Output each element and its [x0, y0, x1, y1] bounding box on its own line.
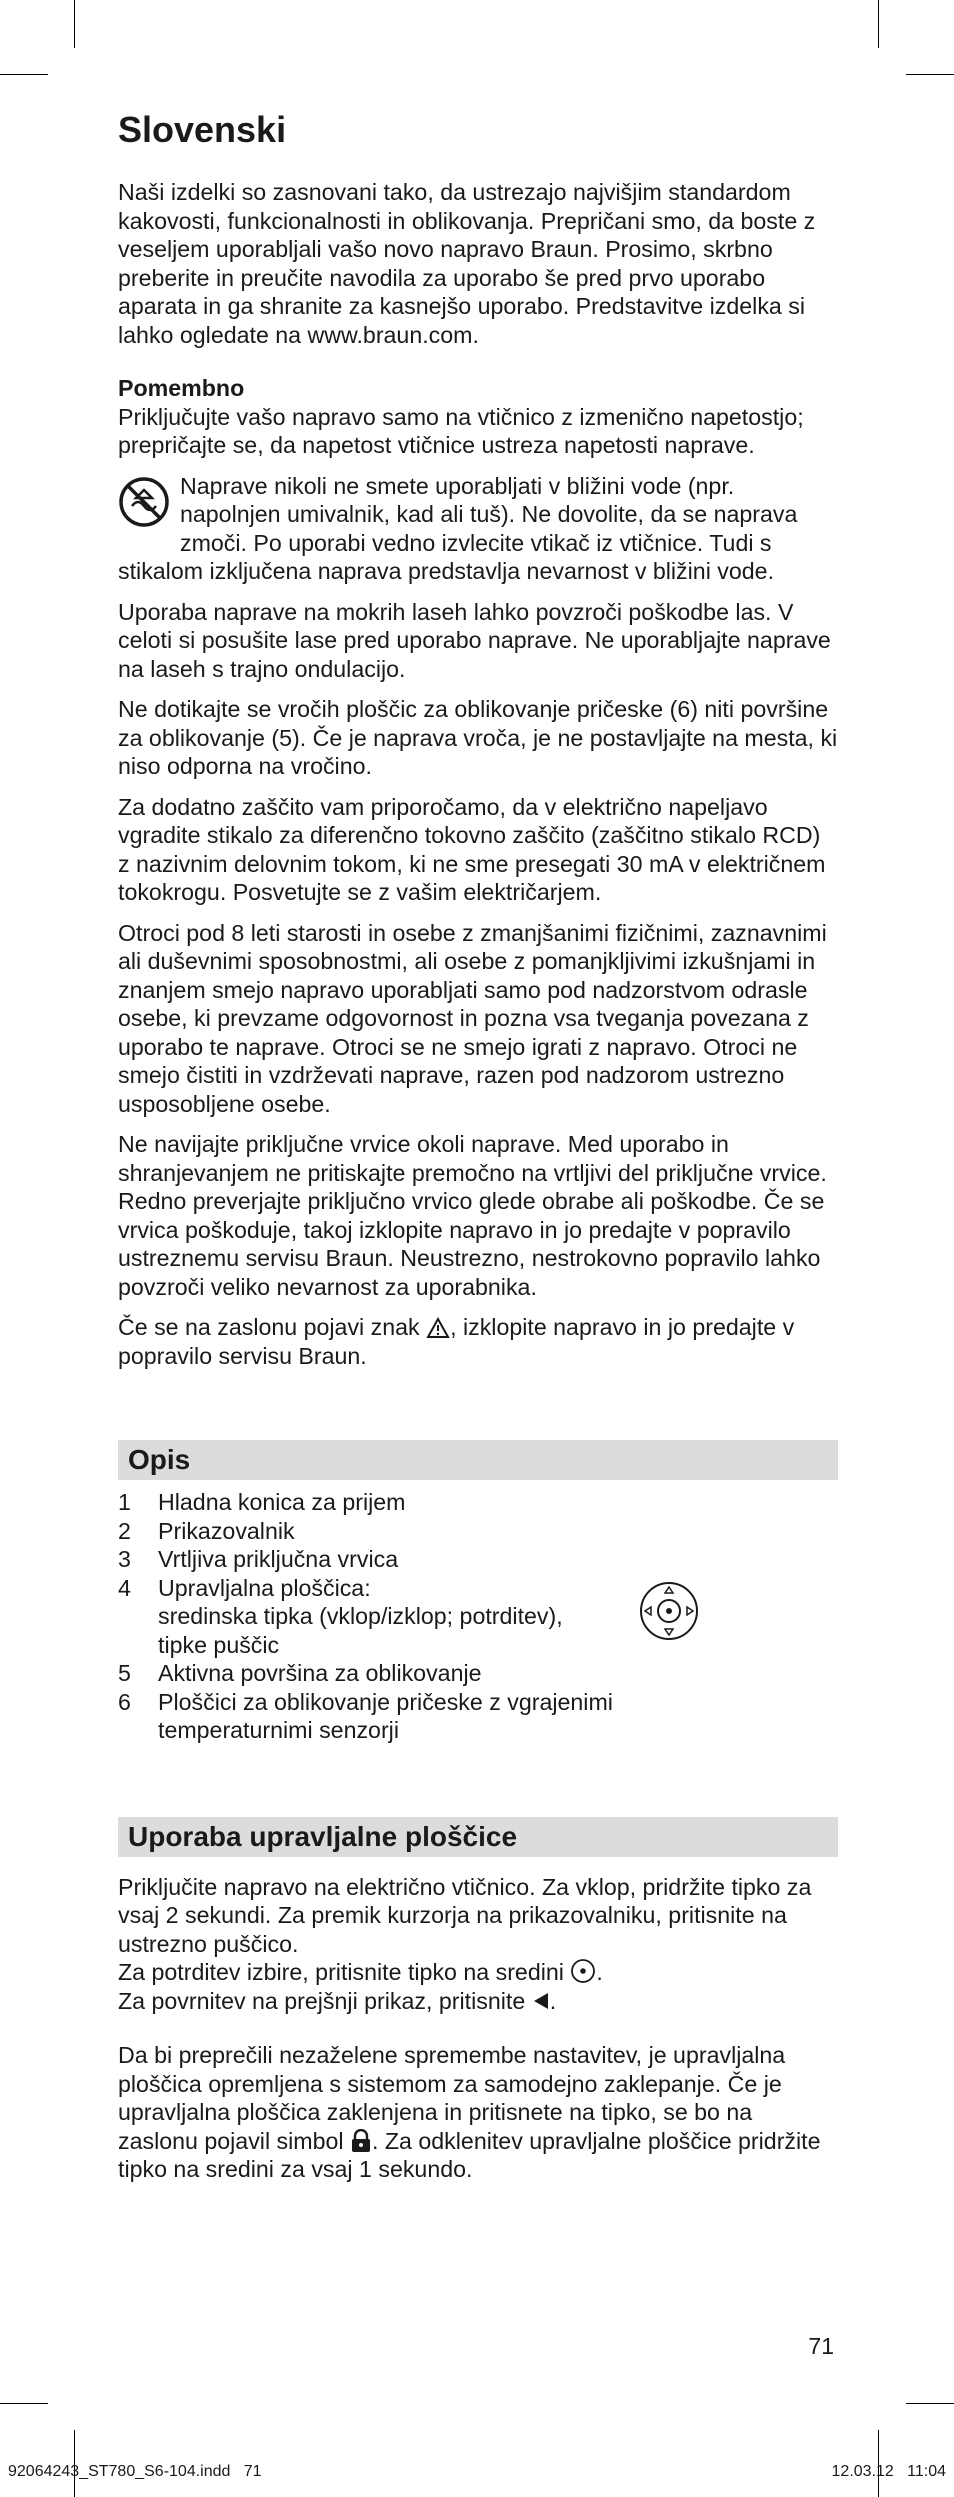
page-content [118, 108, 838, 2196]
no-water-warning-icon [118, 476, 170, 528]
water-warning-paragraph [118, 472, 838, 586]
list-item: 3 Vrtljiva priključna vrvica [118, 1546, 399, 1572]
cord-text-2: Redno preverjajte priključno vrvico glede obrabe ali poškodbe. Če se vrvica poškoduje, takoj izklopite napravo in jo predajte v popravilo ustreznemu servisu Braun. Neustrezno, nestrokovno popravilo lahko povzroči veliko nevarnost za uporabnika. [118, 1188, 825, 1300]
usage-paragraph-1: Priključite napravo na električno vtičnico. Za vklop, pridržite tipko za vsaj 2 sekundi. Za premik kurzorja na prikazovalniku, pritisnite na ustrezno puščico. Za potrditev izbire, pritisnite tipko na sredini . Za povrnitev na prejšnji prikaz, pritisnite . [118, 1873, 812, 2014]
usage-paragraph-2: Da bi preprečili nezaželene spremembe nastavitev, je upravljalna ploščica opremljena s sistemom za samodejno zaklepanje. Če je upravljalna ploščica zaklenjena in pritisnete na tipko, se bo na zaslonu pojavil simbol . Za odklenitev upravljalne ploščice pridržite tipko na sredini za vsaj 1 sekundo. [118, 2042, 821, 2182]
water-warning-text: Naprave nikoli ne smete uporabljati v bližini vode (npr. napolnjen umivalnik, kad ali tuš). Ne dovolite, da se naprava zmoči. Po uporabi vedno izvlecite vtikač iz vtičnice. Tudi s stikalom izključena naprava predstavlja nevarnost v bližini vode. [118, 472, 798, 584]
hot-plates-paragraph: Ne dotikajte se vročih ploščic za oblikovanje pričeske (6) niti površine za oblikovanje (5). Če je naprava vroča, je ne postavljajte na mesta, ki niso odporna na vročino. [118, 696, 838, 779]
lock-icon [350, 2129, 372, 2153]
crop-mark [878, 0, 879, 48]
cord-text-1: Ne navijajte priključne vrvice okoli naprave. Med uporabo in shranjevanjem ne pritiskajte premočno na vrtljivi del priključne vrvice. [118, 1131, 827, 1186]
section-heading-opis: Opis [118, 1440, 838, 1480]
back-arrow-icon [532, 1992, 550, 2010]
list-item: 2 Prikazovalnik [118, 1517, 295, 1544]
crop-mark [0, 2403, 48, 2404]
crop-mark [74, 0, 75, 48]
list-item: 6 Ploščici za oblikovanje pričeske z vgrajenimi temperaturnimi senzorji [118, 1688, 613, 1743]
footer-file-info: 92064243_ST780_S6-104.indd 71 [8, 2463, 262, 2480]
symbol-warning-text-after: , izklopite napravo in jo predajte v popravilo servisu Braun. [118, 1314, 795, 1369]
page-number: 71 [808, 2333, 834, 2359]
crop-mark [0, 74, 48, 75]
important-text: Priključujte vašo napravo samo na vtičnico z izmenično napetostjo; prepričajte se, da napetost vtičnice ustreza napetosti naprave. [118, 403, 804, 458]
rcd-paragraph: Za dodatno zaščito vam priporočamo, da v električno napeljavo vgradite stikalo za diferenčno tokovno zaščito (zaščitno stikalo RCD) z nazivnim delovnim tokom, ki ne sme presegati 30 mA v električnem tokokrogu. Posvetujte se z vašim električarjem. [118, 793, 826, 905]
crop-mark [906, 74, 954, 75]
intro-paragraph: Naši izdelki so zasnovani tako, da ustrezajo najvišjim standardom kakovosti, funkcionalnosti in oblikovanja. Prepričani smo, da boste z veseljem uporabljali vašo novo napravo Braun. Prosimo, skrbno preberite in preučite navodila za uporabo še pred prvo uporabo aparata in ga shranite za kasnejšo uporabo. Predstavitve izdelka si lahko ogledate na www.braun.com. [118, 179, 816, 348]
list-item: 1 Hladna konica za prijem [118, 1489, 406, 1515]
crop-mark [906, 2403, 954, 2404]
wet-hair-paragraph: Uporaba naprave na mokrih laseh lahko povzroči poškodbe las. V celoti si posušite lase pred uporabo naprave. Ne uporabljajte naprave na laseh s trajno ondulacijo. [118, 598, 831, 682]
list-item: 5 Aktivna površina za oblikovanje [118, 1660, 482, 1686]
description-list [118, 1488, 838, 1745]
important-title: Pomembno [118, 375, 245, 401]
important-section [118, 374, 838, 460]
section-heading-uporaba: Uporaba upravljalne ploščice [118, 1817, 838, 1857]
page-title: Slovenski [118, 109, 287, 150]
symbol-warning-paragraph [118, 1313, 838, 1370]
cord-paragraph [118, 1130, 838, 1301]
warning-triangle-icon [426, 1317, 450, 1339]
list-item: 4 Upravljalna ploščica: sredinska tipka (vklop/izklop; potrditev), tipke puščic [118, 1574, 563, 1658]
symbol-warning-text-before: Če se na zaslonu pojavi znak [118, 1314, 427, 1340]
children-paragraph: Otroci pod 8 leti starosti in osebe z zmanjšanimi fizičnimi, zaznavnimi ali duševnimi sposobnostmi, ali osebe z pomanjkljivimi izkušnjami in znanjem smejo napravo uporabljati samo pod nadzorstvom odrasle osebe, ki prevzame odgovornost in pozna vsa tveganja povezana z uporabo te naprave. Otroci se ne smejo igrati z napravo. Otroci ne smejo čistiti in vzdrževati naprave, razen pod nadzorom ustrezno usposobljene osebe. [118, 919, 827, 1117]
control-pad-icon [638, 1580, 700, 1642]
footer-date-info: 12.03.12 11:04 [831, 2463, 946, 2480]
center-button-icon [570, 1958, 596, 1984]
